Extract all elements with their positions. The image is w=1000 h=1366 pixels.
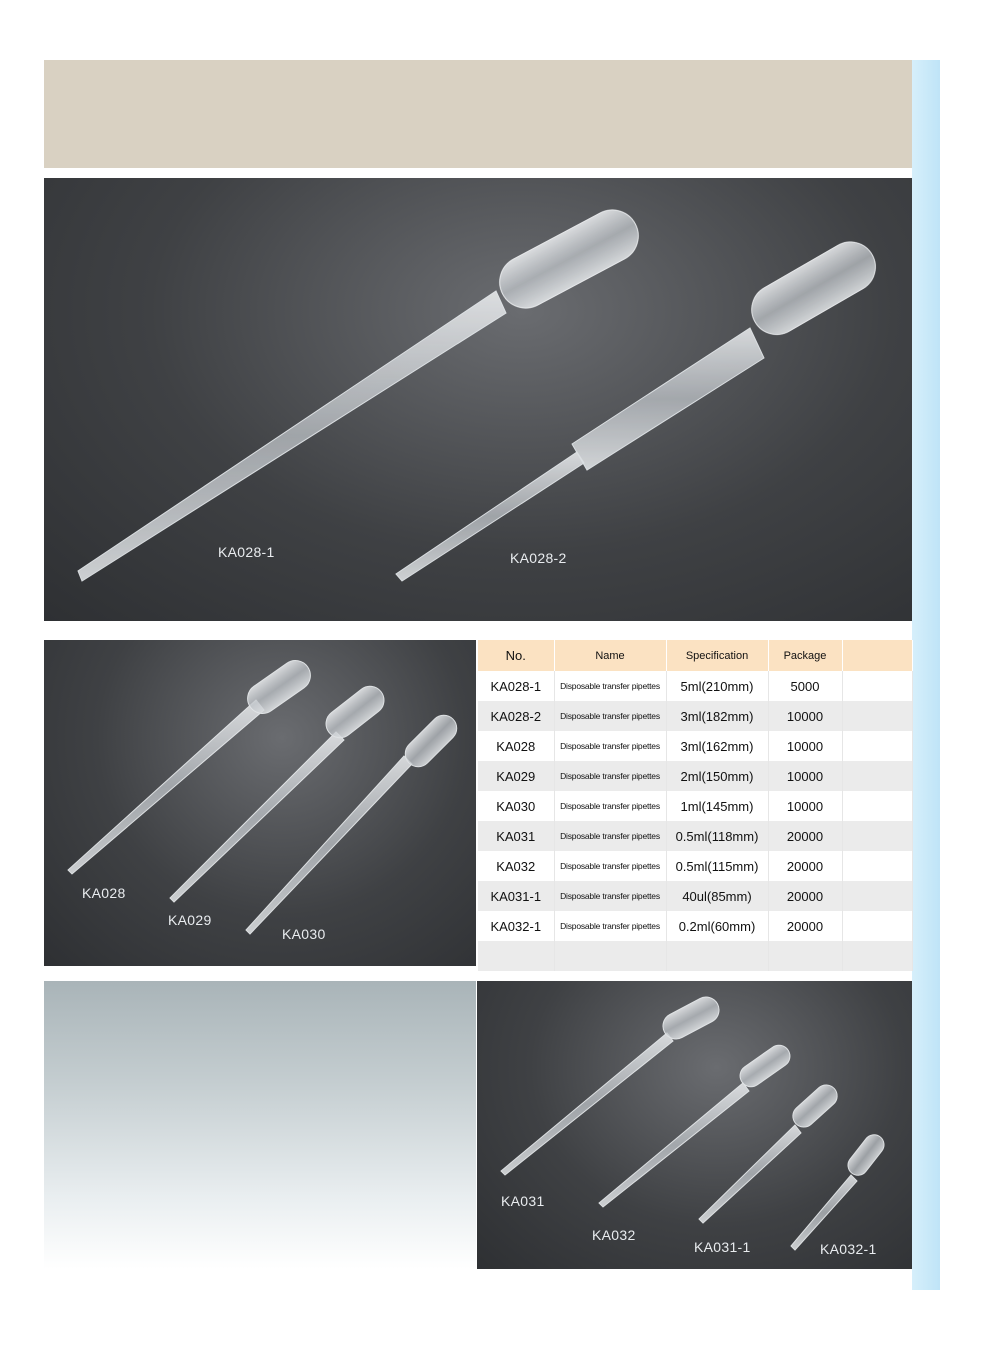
pipette-illustration-small (477, 981, 912, 1269)
cell-name: Disposable transfer pipettes (554, 731, 666, 761)
cell-blank (842, 671, 912, 701)
cell-spec: 3ml(162mm) (666, 731, 768, 761)
cell-name: Disposable transfer pipettes (554, 821, 666, 851)
table-row-empty (478, 941, 912, 971)
gradient-panel (44, 981, 476, 1269)
pipette-illustration (44, 178, 912, 621)
cell-name: Disposable transfer pipettes (554, 851, 666, 881)
cell-blank (842, 821, 912, 851)
cell-spec: 1ml(145mm) (666, 791, 768, 821)
table-row (478, 911, 912, 941)
table-row (478, 851, 912, 881)
cell-no: KA032-1 (478, 911, 554, 941)
label-ka028-2: KA028-2 (510, 550, 567, 566)
cell-spec: 40ul(85mm) (666, 881, 768, 911)
cell-spec: 0.2ml(60mm) (666, 911, 768, 941)
pipette-ka028-2 (396, 233, 885, 581)
cell-spec: 2ml(150mm) (666, 761, 768, 791)
cell-name: Disposable transfer pipettes (554, 671, 666, 701)
photo-large-pipettes (44, 178, 912, 621)
cell-name: Disposable transfer pipettes (554, 881, 666, 911)
header-blank (842, 640, 912, 671)
table-row (478, 761, 912, 791)
header-no: No. (478, 640, 554, 671)
cell-no: KA029 (478, 761, 554, 791)
side-accent-strip (912, 60, 940, 1290)
label-ka030: KA030 (282, 926, 326, 942)
cell-blank (842, 911, 912, 941)
cell-name: Disposable transfer pipettes (554, 911, 666, 941)
label-ka032-1: KA032-1 (820, 1241, 877, 1257)
pipette-ka028-1 (78, 201, 647, 581)
cell-package: 20000 (768, 881, 842, 911)
photo-medium-pipettes (44, 640, 476, 966)
cell-name: Disposable transfer pipettes (554, 761, 666, 791)
cell-no: KA031-1 (478, 881, 554, 911)
spec-table (478, 640, 913, 971)
label-ka031-1: KA031-1 (694, 1239, 751, 1255)
cell-no: KA028-1 (478, 671, 554, 701)
cell-package: 20000 (768, 911, 842, 941)
cell-no: KA031 (478, 821, 554, 851)
cell-no: KA028 (478, 731, 554, 761)
cell-package: 10000 (768, 791, 842, 821)
table-header-row (478, 640, 912, 671)
cell-no: KA028-2 (478, 701, 554, 731)
cell-blank (842, 761, 912, 791)
cell-name: Disposable transfer pipettes (554, 791, 666, 821)
label-ka028-1: KA028-1 (218, 544, 275, 560)
cell-package: 20000 (768, 821, 842, 851)
cell-no: KA032 (478, 851, 554, 881)
cell-package: 10000 (768, 731, 842, 761)
header-specification: Specification (666, 640, 768, 671)
cell-spec: 0.5ml(118mm) (666, 821, 768, 851)
table-row (478, 821, 912, 851)
table-row (478, 731, 912, 761)
label-ka032: KA032 (592, 1227, 636, 1243)
header-package: Package (768, 640, 842, 671)
cell-spec: 3ml(182mm) (666, 701, 768, 731)
cell-spec: 5ml(210mm) (666, 671, 768, 701)
table-row (478, 671, 912, 701)
table-row (478, 701, 912, 731)
cell-no: KA030 (478, 791, 554, 821)
cell-blank (842, 701, 912, 731)
photo-small-pipettes (477, 981, 912, 1269)
cell-package: 5000 (768, 671, 842, 701)
table-row (478, 791, 912, 821)
cell-name: Disposable transfer pipettes (554, 701, 666, 731)
cell-blank (842, 791, 912, 821)
label-ka028: KA028 (82, 885, 126, 901)
table-row (478, 881, 912, 911)
label-ka031: KA031 (501, 1193, 545, 1209)
cell-blank (842, 881, 912, 911)
label-ka029: KA029 (168, 912, 212, 928)
pipette-illustration-mid (44, 640, 476, 966)
cell-package: 10000 (768, 701, 842, 731)
header-banner (44, 60, 912, 168)
cell-spec: 0.5ml(115mm) (666, 851, 768, 881)
cell-blank (842, 851, 912, 881)
header-name: Name (554, 640, 666, 671)
cell-blank (842, 731, 912, 761)
cell-package: 10000 (768, 761, 842, 791)
cell-package: 20000 (768, 851, 842, 881)
